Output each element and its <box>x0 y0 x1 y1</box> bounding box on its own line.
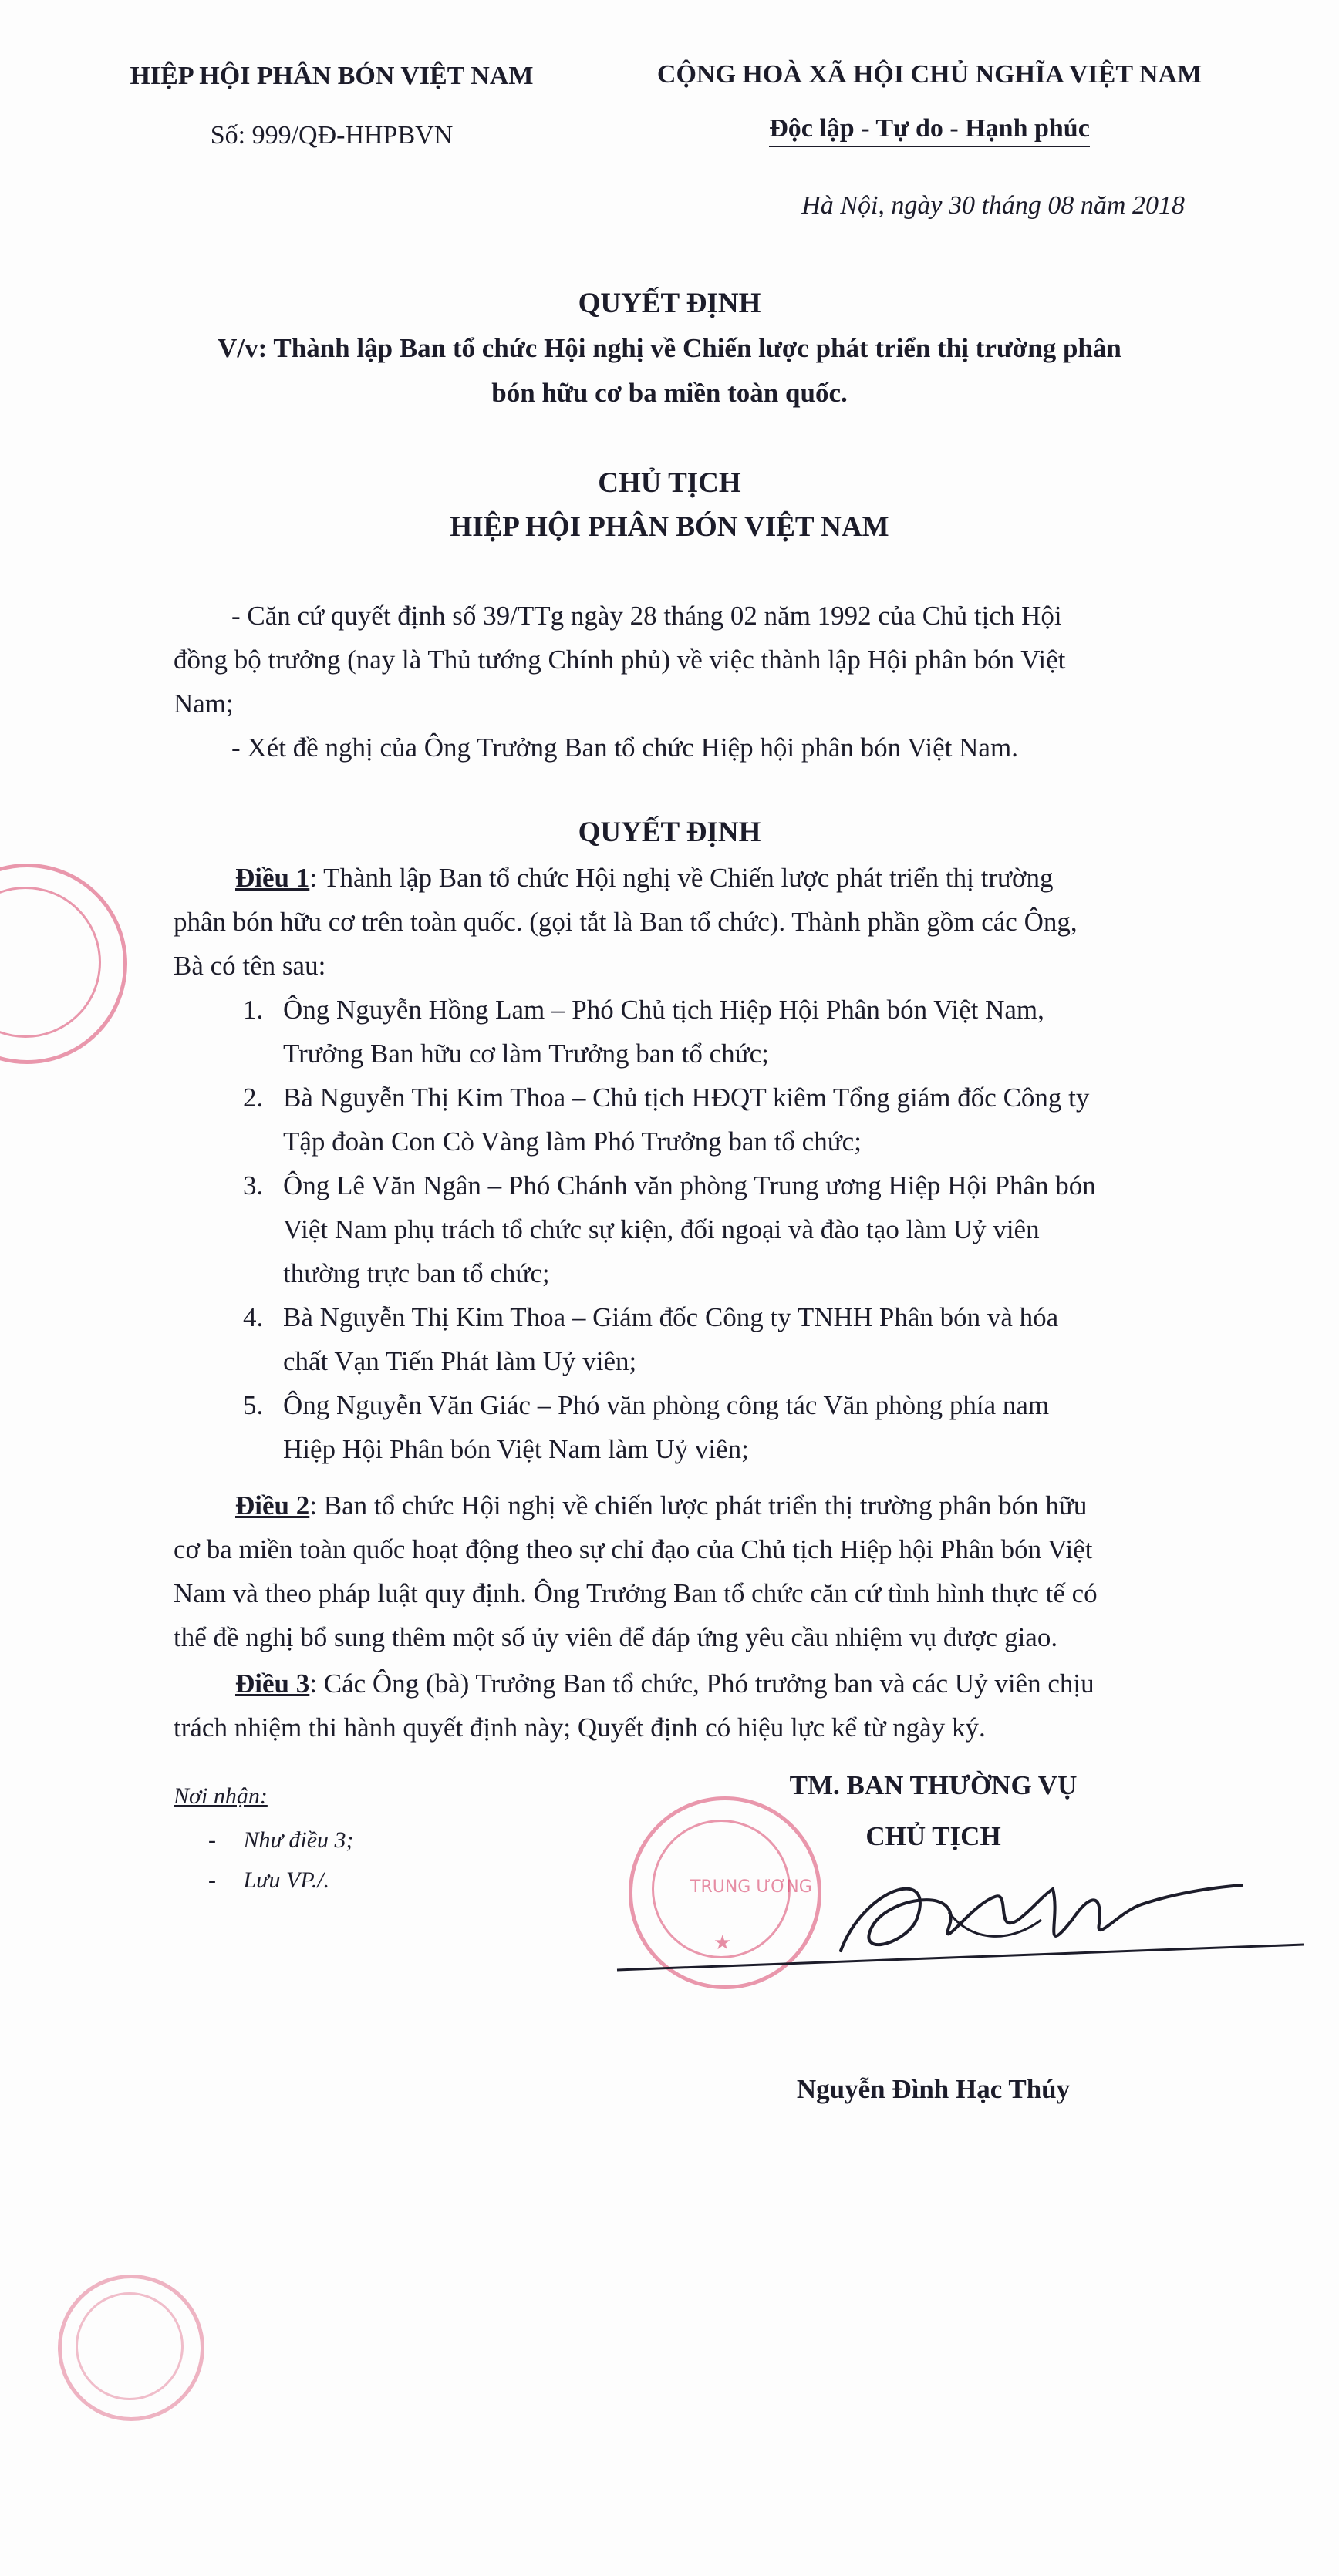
article-1-label: Điều 1 <box>235 863 310 893</box>
member-line-1: Bà Nguyễn Thị Kim Thoa – Giám đốc Công ty TNHH Phân bón và hóa <box>283 1302 1059 1332</box>
member-line-2: Việt Nam phụ trách tổ chức sự kiện, đối ngoại và đào tạo làm Uỷ viên <box>283 1214 1040 1244</box>
star-mark: ★ <box>713 1931 732 1955</box>
place-date: Hà Nội, ngày 30 tháng 08 năm 2018 <box>801 191 1185 220</box>
org-name: HIỆP HỘI PHÂN BÓN VIỆT NAM <box>130 62 534 90</box>
article-2-text: : Ban tổ chức Hội nghị về chiến lược phát triển thị trường phân bón hữu <box>309 1490 1088 1520</box>
article-1-line-2: phân bón hữu cơ trên toàn quốc. (gọi tắt là Ban tổ chức). Thành phần gồm các Ông, <box>174 907 1078 937</box>
member-line-1: Bà Nguyễn Thị Kim Thoa – Chủ tịch HĐQT kiêm Tổng giám đốc Công ty <box>283 1083 1090 1113</box>
subject-line-2: bón hữu cơ ba miền toàn quốc. <box>491 378 848 408</box>
list-item <box>243 1076 1246 1163</box>
signature-title-1: TM. BAN THƯỜNG VỤ <box>789 1770 1078 1800</box>
official-stamp-text: TRUNG ƯƠNG <box>690 1877 812 1897</box>
signer-name: Nguyễn Đình Hạc Thúy <box>796 2074 1071 2104</box>
recipient-text: Như điều 3; <box>243 1827 354 1853</box>
member-line-2: Trưởng Ban hữu cơ làm Trưởng ban tổ chức; <box>283 1039 769 1069</box>
preamble-line-4: - Xét đề nghị của Ông Trưởng Ban tổ chức Hiệp hội phân bón Việt Nam. <box>231 732 1018 763</box>
document-title: QUYẾT ĐỊNH <box>578 288 761 319</box>
recipient-dash: - <box>208 1867 216 1893</box>
member-line-1: Ông Nguyễn Hồng Lam – Phó Chủ tịch Hiệp Hội Phân bón Việt Nam, <box>283 995 1044 1025</box>
list-item <box>243 988 1246 1076</box>
subject-line-1: V/v: Thành lập Ban tổ chức Hội nghị về Chiến lược phát triển thị trường phân <box>218 333 1121 363</box>
article-3-label: Điều 3 <box>235 1669 310 1699</box>
members-list <box>243 988 1246 1471</box>
member-line-2: Hiệp Hội Phân bón Việt Nam làm Uỷ viên; <box>283 1434 749 1464</box>
member-line-2: Tập đoàn Con Cò Vàng làm Phó Trưởng ban tổ chức; <box>283 1126 862 1157</box>
signature-title-2: CHỦ TỊCH <box>865 1821 1001 1851</box>
authority-org: HIỆP HỘI PHÂN BÓN VIỆT NAM <box>450 511 889 543</box>
recipient-dash: - <box>208 1827 216 1853</box>
recipient-text: Lưu VP./. <box>243 1867 330 1893</box>
list-number: 2. <box>243 1083 264 1113</box>
article-1-text: : Thành lập Ban tổ chức Hội nghị về Chiến lược phát triển thị trường <box>309 863 1054 893</box>
handwritten-signature <box>609 1843 1319 1989</box>
national-motto: Độc lập - Tự do - Hạnh phúc <box>769 114 1090 147</box>
country-name: CỘNG HOÀ XÃ HỘI CHỦ NGHĨA VIỆT NAM <box>656 60 1202 89</box>
recipient-item <box>208 1867 329 1894</box>
article-1-line-1 <box>235 856 1053 900</box>
list-item <box>243 1295 1246 1383</box>
preamble-line-2: đồng bộ trưởng (nay là Thủ tướng Chính phủ) về việc thành lập Hội phân bón Việt <box>174 645 1066 675</box>
article-3-line-2: trách nhiệm thi hành quyết định này; Quyết định có hiệu lực kể từ ngày ký. <box>174 1712 986 1743</box>
preamble-line-1: - Căn cứ quyết định số 39/TTg ngày 28 tháng 02 năm 1992 của Chủ tịch Hội <box>231 601 1062 631</box>
member-line-3: thường trực ban tổ chức; <box>283 1258 550 1288</box>
article-2-line-3: Nam và theo pháp luật quy định. Ông Trưởng Ban tổ chức căn cứ tình hình thực tế có <box>174 1578 1098 1608</box>
article-1-line-3: Bà có tên sau: <box>174 951 326 981</box>
list-number: 1. <box>243 995 264 1025</box>
article-3-line-1 <box>235 1662 1094 1706</box>
preamble-line-3: Nam; <box>174 689 234 719</box>
article-3-text: : Các Ông (bà) Trưởng Ban tổ chức, Phó trưởng ban và các Uỷ viên chịu <box>309 1669 1094 1699</box>
list-number: 5. <box>243 1390 264 1420</box>
margin-stamp-bottom-inner <box>76 2292 184 2400</box>
article-2-label: Điều 2 <box>235 1490 310 1520</box>
article-2-line-4: thể đề nghị bổ sung thêm một số ủy viên để đáp ứng yêu cầu nhiệm vụ được giao. <box>174 1622 1058 1652</box>
list-item <box>243 1383 1246 1471</box>
member-line-1: Ông Nguyễn Văn Giác – Phó văn phòng công tác Văn phòng phía nam <box>283 1390 1050 1420</box>
list-number: 3. <box>243 1170 264 1200</box>
member-line-2: chất Vạn Tiến Phát làm Uỷ viên; <box>283 1346 637 1376</box>
article-2-line-1 <box>235 1483 1087 1527</box>
recipients-heading: Nơi nhận: <box>174 1783 268 1809</box>
recipient-item <box>208 1827 354 1854</box>
list-number: 4. <box>243 1302 264 1332</box>
article-2-line-2: cơ ba miền toàn quốc hoạt động theo sự chỉ đạo của Chủ tịch Hiệp hội Phân bón Việt <box>174 1534 1093 1564</box>
doc-number: Số: 999/QĐ-HHPBVN <box>210 121 454 150</box>
authority-title: CHỦ TỊCH <box>598 467 741 499</box>
decision-heading: QUYẾT ĐỊNH <box>578 817 761 848</box>
list-item <box>243 1163 1246 1295</box>
member-line-1: Ông Lê Văn Ngân – Phó Chánh văn phòng Trung ương Hiệp Hội Phân bón <box>283 1170 1096 1200</box>
